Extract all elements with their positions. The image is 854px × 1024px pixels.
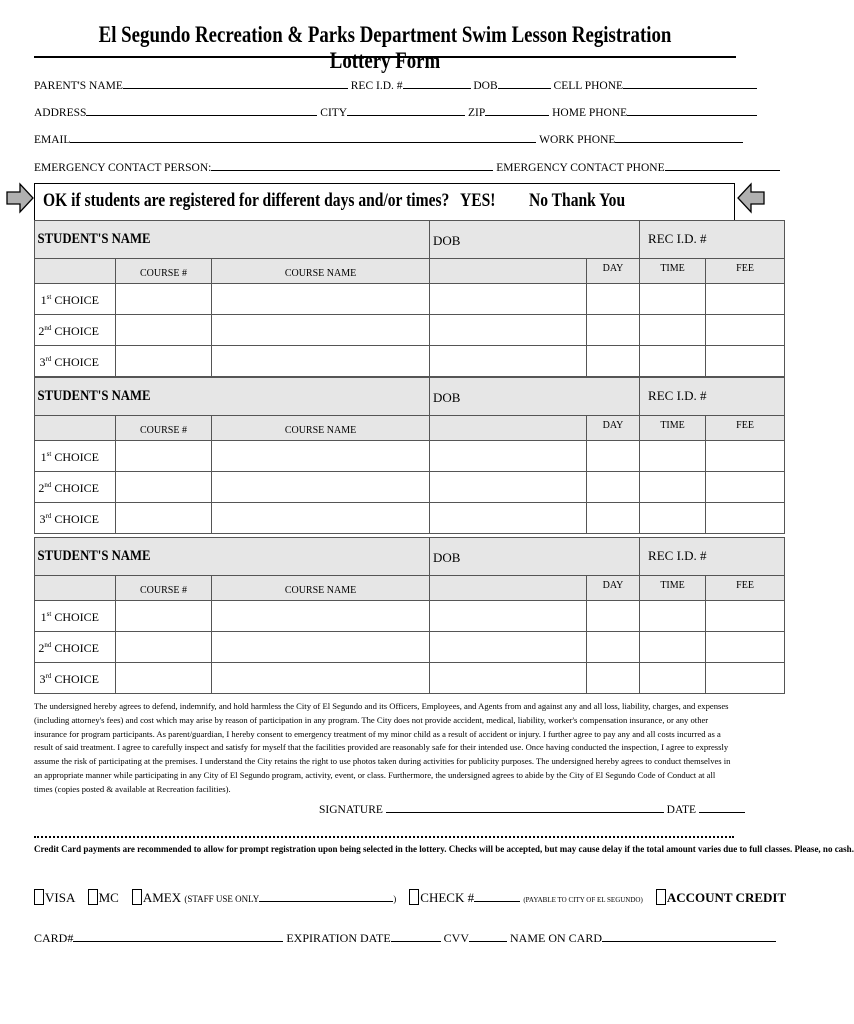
course-extra-cell[interactable] <box>430 441 587 472</box>
cell-phone-field[interactable] <box>623 79 757 89</box>
emergency-phone-label: EMERGENCY CONTACT PHONE <box>496 162 665 174</box>
choice-row <box>35 441 785 472</box>
cvv-field[interactable] <box>469 932 507 942</box>
course-num-header: COURSE # <box>116 416 212 441</box>
time-cell[interactable] <box>640 503 706 534</box>
signature-label: SIGNATURE <box>319 804 383 816</box>
course-num-cell[interactable] <box>116 503 212 534</box>
student-rec-id-cell[interactable] <box>640 378 785 416</box>
course-name-cell[interactable] <box>212 284 430 315</box>
course-extra-cell[interactable] <box>430 503 587 534</box>
course-num-cell[interactable] <box>116 315 212 346</box>
ok-question-text: OK if students are registered for different days and/or times? <box>43 190 450 211</box>
time-cell[interactable] <box>640 663 706 694</box>
choice-word: CHOICE <box>54 450 99 464</box>
name-on-card-field[interactable] <box>602 932 776 942</box>
choice-number: 2 <box>38 324 45 338</box>
home-phone-label: HOME PHONE <box>552 107 628 119</box>
liability-waiver-text: The undersigned hereby agrees to defend, indemnify, and hold harmless the City of El Segundo and its Officers, Employees, and Agents from and against any and all loss, liability, charges, and expenses (including attorney's fees) and cost which may arise by reason of participation in any program. The City does not provide accident, medical, liability, worker's compensation insurance, or any other insurance for program participants. As parent/guardian, I hereby consent to emergency treatment of my minor child as a result of accident or injury. I further agree to pay any and all costs incurred as a result of said treatment. I agree to carefully inspect and satisfy for myself that the facilities provided are reasonably safe for their intended use. Once having conducted the inspection, I agree to expressly assume the risk of participating at the premises. I understand the City retains the right to use photos taken during activities for publicity purposes. The undersigned hereby agrees to conduct themselves in an appropriate manner while participating in any City of El Segundo program, activity, event, or class. Furthermore, the undersigned agrees to abide by the City of El Segundo Code of Conduct at all times (copies posted & available at Recreation facilities). <box>34 701 731 794</box>
email-field[interactable] <box>70 133 536 143</box>
parent-info-row-3 <box>34 133 743 146</box>
student-table <box>34 220 785 377</box>
day-header: DAY <box>587 259 640 284</box>
course-name-header: COURSE NAME <box>212 259 430 284</box>
course-num-cell[interactable] <box>116 663 212 694</box>
day-cell[interactable] <box>587 663 640 694</box>
choice-word: CHOICE <box>54 293 99 307</box>
choice-label <box>35 346 116 377</box>
choice-word: CHOICE <box>54 481 99 495</box>
cvv-label: CVV <box>443 931 470 945</box>
credit-card-note: Credit Card payments are recommended to allow for prompt registration upon being selected in the lottery. Checks will be accepted, but may cause delay if the total amount varies due to full classes. Please, no cash. <box>34 844 854 854</box>
choice-row <box>35 346 785 377</box>
course-extra-cell[interactable] <box>430 315 587 346</box>
fee-header: FEE <box>706 416 785 441</box>
course-header-row <box>35 259 785 284</box>
choice-row <box>35 284 785 315</box>
date-label: DATE <box>666 804 697 816</box>
city-label: CITY <box>320 107 348 119</box>
choice-number: 2 <box>38 641 45 655</box>
course-num-header: COURSE # <box>116 576 212 601</box>
card-number-field[interactable] <box>73 932 283 942</box>
student-table <box>34 377 785 534</box>
course-header-row <box>35 416 785 441</box>
yes-option[interactable]: YES! <box>460 190 496 211</box>
choice-word: CHOICE <box>54 641 99 655</box>
choice-number: 1 <box>40 293 47 307</box>
choice-number: 3 <box>39 355 46 369</box>
student-rec-id-label: REC I.D. # <box>648 548 707 563</box>
parent-name-label: PARENT'S NAME <box>34 80 123 92</box>
student-name-cell[interactable] <box>35 221 430 259</box>
choice-suffix: st <box>46 450 52 458</box>
student-dob-label: DOB <box>433 233 461 248</box>
emergency-phone-field[interactable] <box>665 161 780 171</box>
student-dob-cell[interactable] <box>430 221 640 259</box>
fee-cell[interactable] <box>706 503 785 534</box>
time-cell[interactable] <box>640 346 706 377</box>
name-on-card-label: NAME ON CARD <box>510 931 603 945</box>
student-name-row <box>35 538 785 576</box>
emergency-contact-label: EMERGENCY CONTACT PERSON: <box>34 162 212 174</box>
signature-field[interactable] <box>386 803 664 813</box>
rec-id-label: REC I.D. # <box>350 80 403 92</box>
time-cell[interactable] <box>640 441 706 472</box>
emergency-contact-field[interactable] <box>211 161 493 171</box>
day-header: DAY <box>587 416 640 441</box>
arrow-right-icon <box>6 182 34 214</box>
choice-number: 2 <box>38 481 45 495</box>
choice-suffix: st <box>46 610 52 618</box>
account-credit-checkbox[interactable] <box>656 889 666 905</box>
time-cell[interactable] <box>640 284 706 315</box>
course-name-cell[interactable] <box>212 663 430 694</box>
account-credit-label: ACCOUNT CREDIT <box>666 890 787 905</box>
student-dob-label: DOB <box>433 390 461 405</box>
course-num-cell[interactable] <box>116 632 212 663</box>
choice-label <box>35 601 116 632</box>
choice-word: CHOICE <box>54 355 99 369</box>
blank-header-cell <box>430 576 587 601</box>
course-header-row <box>35 576 785 601</box>
amex-checkbox[interactable] <box>132 889 142 905</box>
time-cell[interactable] <box>640 601 706 632</box>
student-name-row <box>35 378 785 416</box>
choice-number: 1 <box>40 450 47 464</box>
choice-row <box>35 663 785 694</box>
student-name-label: STUDENT'S NAME <box>37 231 151 247</box>
time-cell[interactable] <box>640 632 706 663</box>
student-name-label: STUDENT'S NAME <box>37 548 151 564</box>
fee-cell[interactable] <box>706 632 785 663</box>
day-cell[interactable] <box>587 472 640 503</box>
course-name-cell[interactable] <box>212 472 430 503</box>
blank-header-cell <box>430 416 587 441</box>
visa-label: VISA <box>45 890 75 905</box>
work-phone-field[interactable] <box>615 133 743 143</box>
choice-number: 1 <box>40 610 47 624</box>
parent-info-row-4 <box>34 161 780 174</box>
choice-word: CHOICE <box>54 672 99 686</box>
payment-options-row <box>34 889 786 906</box>
course-num-cell[interactable] <box>116 601 212 632</box>
course-name-cell[interactable] <box>212 601 430 632</box>
student-name-cell[interactable] <box>35 538 430 576</box>
course-name-cell[interactable] <box>212 441 430 472</box>
blank-header-cell <box>35 576 116 601</box>
day-cell[interactable] <box>587 346 640 377</box>
choice-word: CHOICE <box>54 324 99 338</box>
parent-info-row-2 <box>34 106 757 119</box>
day-cell[interactable] <box>587 315 640 346</box>
time-header: TIME <box>640 416 706 441</box>
home-phone-field[interactable] <box>627 106 757 116</box>
signature-row <box>319 803 745 816</box>
course-num-header: COURSE # <box>116 259 212 284</box>
blank-header-cell <box>35 416 116 441</box>
page-title: El Segundo Recreation & Parks Department Swim Lesson Registration Lottery Form <box>98 22 672 73</box>
course-num-cell[interactable] <box>116 346 212 377</box>
course-extra-cell[interactable] <box>430 632 587 663</box>
fee-cell[interactable] <box>706 284 785 315</box>
choice-row <box>35 601 785 632</box>
choice-label <box>35 441 116 472</box>
arrow-left-icon <box>737 182 765 214</box>
course-extra-cell[interactable] <box>430 472 587 503</box>
choice-label <box>35 503 116 534</box>
fee-header: FEE <box>706 576 785 601</box>
time-header: TIME <box>640 576 706 601</box>
day-cell[interactable] <box>587 601 640 632</box>
time-cell[interactable] <box>640 472 706 503</box>
choice-suffix: nd <box>44 641 52 649</box>
choice-number: 3 <box>39 672 46 686</box>
choice-suffix: rd <box>45 512 52 520</box>
course-extra-cell[interactable] <box>430 284 587 315</box>
city-field[interactable] <box>347 106 465 116</box>
choice-word: CHOICE <box>54 610 99 624</box>
fee-cell[interactable] <box>706 663 785 694</box>
email-label: EMAIL <box>34 134 71 146</box>
student-rec-id-cell[interactable] <box>640 538 785 576</box>
blank-header-cell <box>430 259 587 284</box>
staff-use-close: ) <box>393 894 397 904</box>
student-rec-id-cell[interactable] <box>640 221 785 259</box>
day-header: DAY <box>587 576 640 601</box>
student-dob-cell[interactable] <box>430 538 640 576</box>
card-info-row <box>34 931 776 946</box>
day-cell[interactable] <box>587 503 640 534</box>
expiration-field[interactable] <box>391 932 441 942</box>
choice-row <box>35 632 785 663</box>
choice-label <box>35 632 116 663</box>
course-num-cell[interactable] <box>116 441 212 472</box>
student-table <box>34 537 785 694</box>
course-name-cell[interactable] <box>212 346 430 377</box>
fee-header: FEE <box>706 259 785 284</box>
card-number-label: CARD# <box>34 931 74 945</box>
dob-field[interactable] <box>498 79 551 89</box>
expiration-label: EXPIRATION DATE <box>286 931 391 945</box>
choice-label <box>35 315 116 346</box>
student-name-label: STUDENT'S NAME <box>37 388 151 404</box>
choice-row <box>35 315 785 346</box>
student-dob-label: DOB <box>433 550 461 565</box>
course-name-cell[interactable] <box>212 315 430 346</box>
choice-suffix: rd <box>45 672 52 680</box>
student-rec-id-label: REC I.D. # <box>648 231 707 246</box>
choice-row <box>35 472 785 503</box>
zip-label: ZIP <box>468 107 486 119</box>
ok-question-box <box>34 183 735 221</box>
zip-field[interactable] <box>485 106 549 116</box>
choice-row <box>35 503 785 534</box>
payable-note: (PAYABLE TO CITY OF EL SEGUNDO) <box>523 896 643 904</box>
fee-cell[interactable] <box>706 346 785 377</box>
parent-name-field[interactable] <box>123 79 348 89</box>
student-name-cell[interactable] <box>35 378 430 416</box>
day-cell[interactable] <box>587 284 640 315</box>
staff-use-field[interactable] <box>259 892 393 902</box>
course-num-cell[interactable] <box>116 472 212 503</box>
course-num-cell[interactable] <box>116 284 212 315</box>
student-rec-id-label: REC I.D. # <box>648 388 707 403</box>
course-extra-cell[interactable] <box>430 663 587 694</box>
fee-cell[interactable] <box>706 472 785 503</box>
address-label: ADDRESS <box>34 107 87 119</box>
course-name-header: COURSE NAME <box>212 576 430 601</box>
mc-label: MC <box>98 890 119 905</box>
choice-suffix: rd <box>45 355 52 363</box>
work-phone-label: WORK PHONE <box>539 134 616 146</box>
date-field[interactable] <box>699 803 745 813</box>
choice-suffix: st <box>46 293 52 301</box>
student-dob-cell[interactable] <box>430 378 640 416</box>
mc-checkbox[interactable] <box>88 889 98 905</box>
visa-checkbox[interactable] <box>34 889 44 905</box>
choice-suffix: nd <box>44 481 52 489</box>
fee-cell[interactable] <box>706 441 785 472</box>
day-cell[interactable] <box>587 441 640 472</box>
amex-label: AMEX <box>142 890 182 905</box>
course-name-cell[interactable] <box>212 503 430 534</box>
time-cell[interactable] <box>640 315 706 346</box>
fee-cell[interactable] <box>706 315 785 346</box>
day-cell[interactable] <box>587 632 640 663</box>
cell-phone-label: CELL PHONE <box>553 80 624 92</box>
course-name-header: COURSE NAME <box>212 416 430 441</box>
check-checkbox[interactable] <box>409 889 419 905</box>
check-number-field[interactable] <box>474 892 520 902</box>
course-name-cell[interactable] <box>212 632 430 663</box>
dob-label: DOB <box>473 80 498 92</box>
parent-info-row-1 <box>34 79 757 92</box>
check-label: CHECK # <box>420 890 475 905</box>
choice-label <box>35 663 116 694</box>
choice-label <box>35 284 116 315</box>
time-header: TIME <box>640 259 706 284</box>
choice-label <box>35 472 116 503</box>
choice-word: CHOICE <box>54 512 99 526</box>
student-name-row <box>35 221 785 259</box>
address-field[interactable] <box>86 106 317 116</box>
title-divider <box>34 56 736 58</box>
fee-cell[interactable] <box>706 601 785 632</box>
course-extra-cell[interactable] <box>430 601 587 632</box>
staff-use-label: (STAFF USE ONLY <box>184 894 260 904</box>
choice-suffix: nd <box>44 324 52 332</box>
course-extra-cell[interactable] <box>430 346 587 377</box>
no-thank-you-option[interactable]: No Thank You <box>529 190 626 211</box>
choice-number: 3 <box>39 512 46 526</box>
cut-line <box>34 836 734 838</box>
blank-header-cell <box>35 259 116 284</box>
rec-id-field[interactable] <box>403 79 471 89</box>
